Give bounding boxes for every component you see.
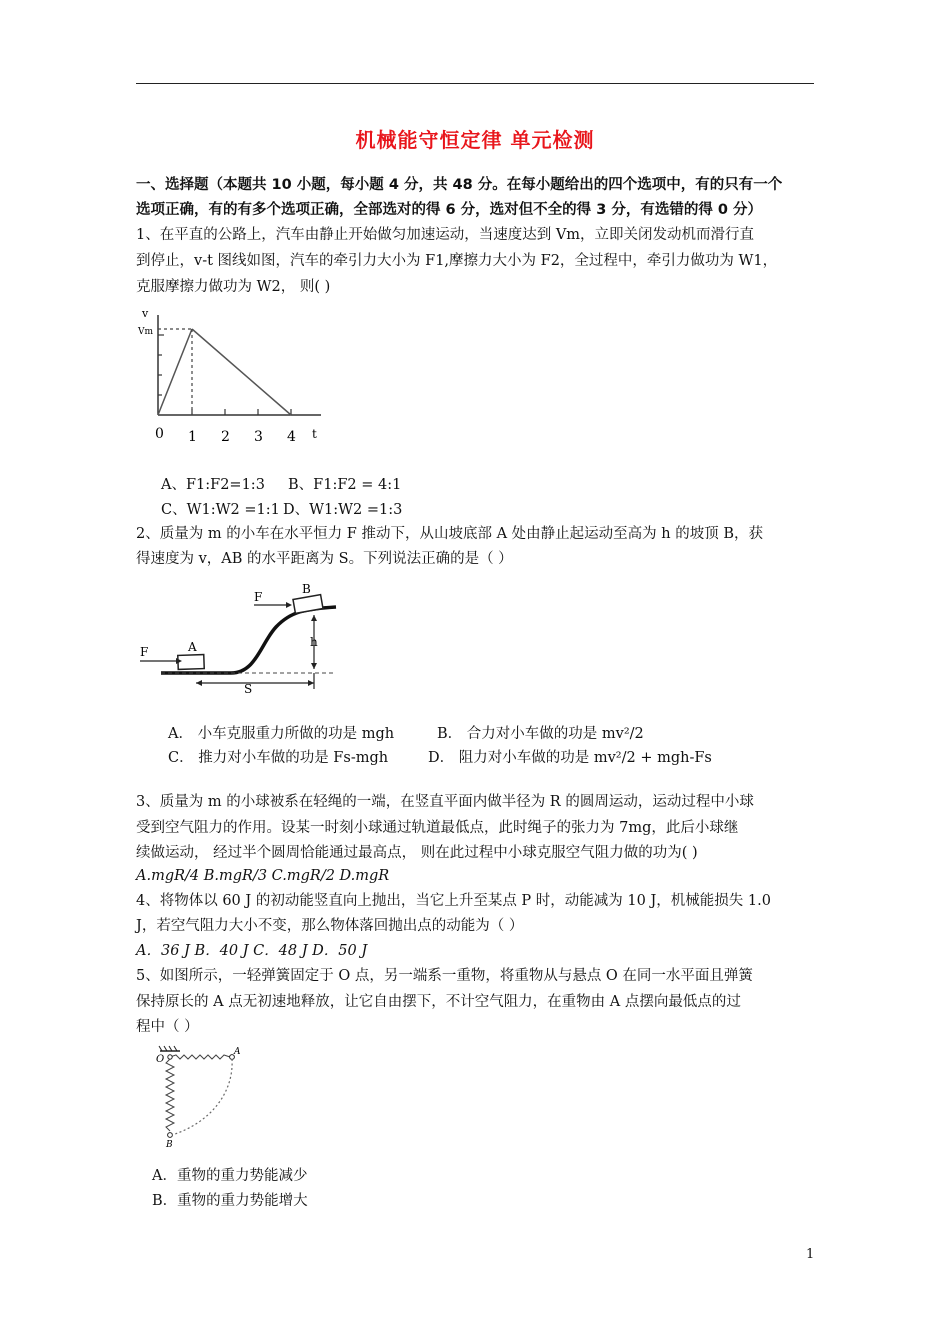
graph-tick-4: 4 xyxy=(287,429,296,445)
graph-x-axis-label: t xyxy=(312,427,317,441)
q5-spring-pendulum-figure xyxy=(150,1043,250,1148)
header-rule xyxy=(136,83,814,84)
section-instructions-line-1: 一、选择题（本题共 10 小题，每小题 4 分，共 48 分。在每小题给出的四个选项中，有的只有一个 xyxy=(136,177,783,193)
graph-vm-label: Vm xyxy=(138,327,154,337)
graph-tick-1: 1 xyxy=(188,429,197,445)
q2-point-a-label: A xyxy=(188,640,197,654)
q2-option-d: D． 阻力对小车做的功是 mv²/2 + mgh-Fs xyxy=(428,750,712,766)
q1-option-a: A、F1:F2=1:3 xyxy=(161,477,265,493)
q5-point-a-label: A xyxy=(234,1047,241,1057)
q5-point-b-label: B xyxy=(166,1140,173,1148)
q2-slope-figure xyxy=(136,575,346,695)
q4-options: A．36 J B．40 J C．48 J D．50 J xyxy=(136,943,368,959)
q1-line-3: 克服摩擦力做功为 W2， 则( ) xyxy=(136,279,331,295)
q2-line-1: 2、质量为 m 的小车在水平恒力 F 推动下，从山坡底部 A 处由静止起运动至高为 h 的坡顶 B，获 xyxy=(136,526,763,542)
q2-line-2: 得速度为 v，AB 的水平距离为 S。下列说法正确的是（ ） xyxy=(136,551,513,567)
graph-tick-2: 2 xyxy=(221,429,230,445)
q2-distance-label: S xyxy=(244,682,253,695)
page-title: 机械能守恒定律 单元检测 xyxy=(355,128,595,152)
q2-point-b-label: B xyxy=(302,582,311,596)
q2-option-b: B． 合力对小车做的功是 mv²/2 xyxy=(437,726,644,742)
q5-point-o-label: O xyxy=(156,1054,165,1065)
q1-line-2: 到停止，v-t 图线如图，汽车的牵引力大小为 F1,摩擦力大小为 F2，全过程中，牵引力做功为 W1， xyxy=(136,253,778,269)
q4-line-1: 4、将物体以 60 J 的初动能竖直向上抛出，当它上升至某点 P 时，动能减为 10 J，机械能损失 1.0 xyxy=(136,893,771,909)
q2-height-label: h xyxy=(310,635,318,649)
page-number: 1 xyxy=(806,1247,815,1262)
q2-force-label-bottom: F xyxy=(140,645,149,659)
q3-options: A.mgR/4 B.mgR/3 C.mgR/2 D.mgR xyxy=(136,868,390,884)
q5-option-b: B．重物的重力势能增大 xyxy=(152,1193,308,1209)
q3-line-1: 3、质量为 m 的小球被系在轻绳的一端，在竖直平面内做半径为 R 的圆周运动，运动过程中小球 xyxy=(136,794,754,810)
q5-line-2: 保持原长的 A 点无初速地释放，让它自由摆下，不计空气阻力，在重物由 A 点摆向最低点的过 xyxy=(136,994,741,1010)
q1-vt-graph xyxy=(136,305,336,455)
q2-force-label-top: F xyxy=(254,590,263,604)
q2-option-c: C． 推力对小车做的功是 Fs-mgh xyxy=(168,750,389,766)
q5-option-a: A．重物的重力势能减少 xyxy=(152,1168,308,1184)
q4-line-2: J，若空气阻力大小不变，那么物体落回抛出点的动能为（ ） xyxy=(136,918,524,934)
q3-line-3: 续做运动， 经过半个圆周恰能通过最高点， 则在此过程中小球克服空气阻力做的功为( ) xyxy=(136,845,698,861)
q5-line-1: 5、如图所示，一轻弹簧固定于 O 点，另一端系一重物，将重物从与悬点 O 在同一水平面且弹簧 xyxy=(136,968,753,984)
graph-tick-0: 0 xyxy=(155,426,164,442)
q1-option-b: B、F1:F2 = 4:1 xyxy=(288,477,402,493)
q1-option-c: C、W1:W2 =1:1 xyxy=(161,502,280,518)
q2-option-a: A． 小车克服重力所做的功是 mgh xyxy=(168,726,395,742)
q1-option-d: D、W1:W2 =1:3 xyxy=(283,502,403,518)
graph-tick-3: 3 xyxy=(254,429,263,445)
graph-y-axis-label: v xyxy=(142,307,149,320)
q3-line-2: 受到空气阻力的作用。设某一时刻小球通过轨道最低点，此时绳子的张力为 7mg，此后小球继 xyxy=(136,820,739,836)
section-instructions-line-2: 选项正确，有的有多个选项正确，全部选对的得 6 分，选对但不全的得 3 分，有选错的得 0 分） xyxy=(136,202,763,218)
q5-line-3: 程中（ ） xyxy=(136,1019,199,1035)
q1-line-1: 1、在平直的公路上，汽车由静止开始做匀加速运动，当速度达到 Vm，立即关闭发动机而滑行直 xyxy=(136,227,755,243)
